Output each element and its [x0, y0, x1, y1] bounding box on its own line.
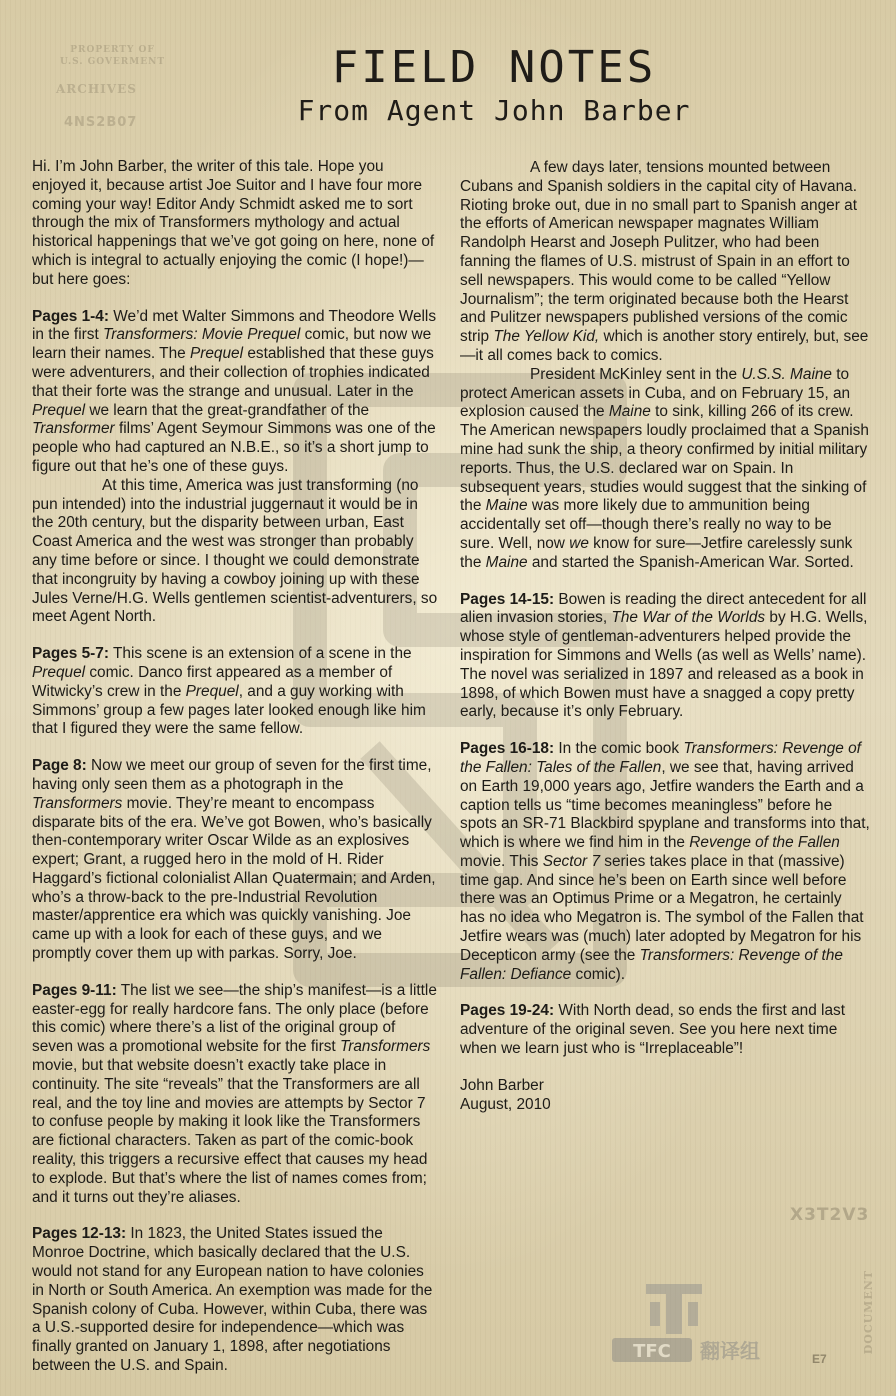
stamp-document: DOCUMENT: [862, 1270, 875, 1355]
body-text: , and a guy working with Simmons’ group a few pages later looked enough like him that I figured they were the same fellow.: [32, 682, 426, 738]
body-text: comic. Danco first appeared as a member of Witwicky’s crew in the: [32, 663, 393, 700]
body-text: movie. They’re meant to encompass disparate bits of the era. We’ve got Bowen, who’s basically then-contemporary writer Oscar Wilde as an explosives expert; Grant, a rugged hero in the mold of H. Rider Haggard’s fictional colonialist Allan Quatermain; and Arden, who’s a throw-back to the pre-Industrial Revolution master/apprentice era which was quickly vanishing. Joe came up with a look for each of these guys, and we promptly cover them up with parkas. Sorry, Joe.: [32, 794, 436, 963]
section-pages-16-18: [460, 740, 870, 984]
page-number: E7: [812, 1352, 827, 1366]
body-text: comic, but now we learn their names. The: [32, 326, 432, 363]
body-text: President McKinley sent in the: [530, 365, 742, 383]
title-reference: Prequel: [32, 401, 86, 419]
title-reference: Maine: [485, 497, 528, 515]
body-text: This scene is an extension of a scene in the: [109, 645, 412, 663]
title-reference: Transformers: Movie Prequel: [103, 326, 301, 344]
section-heading: Pages 1-4:: [32, 307, 109, 325]
stamp-code: 4NS2B07: [64, 115, 138, 130]
tfc-logo-icon: [612, 1280, 802, 1370]
left-column: [32, 158, 438, 1376]
body-text: comic).: [571, 965, 626, 983]
section-pages-1-4: [32, 308, 438, 477]
stamp-property: PROPERTY OF: [70, 45, 155, 55]
body-text: movie. This: [460, 852, 543, 870]
body-text: which is another story entirely, but, see—it all comes back to comics.: [460, 328, 869, 364]
section-heading: Pages 9-11:: [32, 981, 117, 999]
page-header: [0, 42, 896, 128]
page-title: FIELD NOTES: [331, 42, 657, 93]
body-text: series takes place in that (massive) time gap. And since he’s been on Earth since well before there was an Optimus Prime or a Megatron, he certainly has no idea who Megatron is. The symbol of the Fallen that Jetfire wears was (much) later adopted by Megatron for his Decepticon army (see the: [460, 852, 864, 964]
stamp-archives: ARCHIVES: [56, 82, 137, 96]
section-pages-12-13-paragraph-2: [460, 159, 870, 366]
section-pages-19-24: [460, 1002, 870, 1058]
signature-block: [460, 1077, 870, 1115]
title-reference: Prequel: [185, 682, 239, 700]
body-text: to sink, killing 266 of its crew. The American newspapers loudly proclaimed that a Spanish mine had sunk the ship, a theory confirmed by initial military reports. Thus, the U.S. declared war on Spain. In subsequent years, studies would suggest that the sinking of the: [460, 403, 869, 515]
logo-text-secondary: 翻译组: [700, 1339, 760, 1363]
section-pages-5-7: [32, 645, 438, 739]
section-pages-12-13-paragraph-3: [460, 366, 870, 573]
intro-paragraph: Hi. I’m John Barber, the writer of this tale. Hope you enjoyed it, because artist Joe Suitor and I have four more coming your way! Editor Andy Schmidt asked me to sort through the mix of Transformers mythology and actual historical happenings that we’ve got going on here, none of which is integral to actually enjoying the comic (I hope!)—but here goes:: [32, 158, 435, 288]
stamp-code-secondary: X3T2V3: [790, 1205, 870, 1225]
title-reference: The War of the Worlds: [611, 609, 766, 627]
body-text: With North dead, so ends the first and last adventure of the original seven. See you here next time when we learn just who is “Irreplaceable”!: [460, 1002, 845, 1058]
body-text: , we see that, having arrived on Earth 19,000 years ago, Jetfire wanders the Earth and a caption tells us “time becomes meaningless” before he spots an SR-71 Blackbird spyplane and transforms into that, which is where we find him in the: [460, 758, 870, 852]
title-reference: Revenge of the Fallen: [689, 834, 840, 852]
title-reference: Transformer: [32, 420, 115, 438]
author-name: John Barber: [460, 1076, 544, 1094]
body-text: Now we meet our group of seven for the first time, having only seen them as a photograph in the: [32, 757, 432, 793]
title-reference: we: [569, 534, 589, 552]
body-text: In 1823, the United States issued the Monroe Doctrine, which basically declared that the U.S. would not stand for any European nation to have colonies in North or South America. An exemption was made for the Spanish colony of Cuba. However, within Cuba, there was a U.S.-supported desire for independence—which was finally granted on January 1, 1898, after negotiations between the U.S. and Spain.: [32, 1225, 433, 1375]
title-reference: Transformers: Revenge of the Fallen: Defiance: [460, 946, 843, 983]
title-reference: Sector 7: [542, 852, 601, 870]
body-text: films’ Agent Seymour Simmons was one of the people who had captured an N.B.E., so it’s a short jump to figure out that he’s one of these guys.: [32, 420, 436, 475]
body-text: A few days later, tensions mounted between Cubans and Spanish soldiers in the capital city of Havana. Rioting broke out, due in no small part to Spanish anger at the efforts of American newspaper magnates William Randolph Hearst and Joseph Pulitzer, who had been fanning the flames of U.S. mistrust of Spain in an effort to sell newspapers. This would come to be called “Yellow Journalism”; the term originated because both the Hearst and Pulitzer newspapers published versions of the comic strip: [460, 159, 857, 346]
section-page-8: [32, 757, 438, 964]
body-text: In the comic book: [554, 740, 684, 758]
section-heading: Pages 16-18:: [460, 740, 555, 758]
title-reference: Transformers: Revenge of the Fallen: Tales of the Fallen: [460, 740, 861, 776]
body-text: We’d met Walter Simmons and Theodore Wells in the first: [32, 307, 437, 344]
section-heading: Page 8:: [32, 757, 87, 775]
signature-date: August, 2010: [460, 1095, 551, 1113]
section-heading: Pages 12-13:: [32, 1225, 127, 1243]
body-text: to protect American assets in Cuba, and on February 15, an explosion caused the: [460, 365, 851, 421]
title-reference: Prequel: [32, 663, 86, 681]
body-text: we learn that the great-grandfather of the: [85, 401, 370, 419]
body-text: established that these guys were adventurers, and their collection of trophies indicated that their forte was the strange and unusual. Later in the: [32, 345, 434, 400]
stamp-government: U.S. GOVERMENT: [60, 57, 166, 67]
section-pages-14-15: [460, 591, 870, 723]
title-reference: U.S.S. Maine: [741, 365, 832, 383]
section-heading: Pages 5-7:: [32, 645, 109, 663]
title-reference: The Yellow Kid,: [493, 328, 600, 346]
body-text: and started the Spanish-American War. Sorted.: [527, 553, 854, 571]
body-text: know for sure—Jetfire carelessly sunk the: [460, 534, 853, 571]
section-heading: Pages 14-15:: [460, 590, 555, 608]
section-heading: Pages 19-24:: [460, 1002, 555, 1020]
title-reference: Prequel: [189, 345, 244, 363]
title-reference: Transformers: [32, 794, 123, 812]
body-text: was more likely due to ammunition being accidentally set off—though there’s really no way to be sure. Well, now: [460, 497, 832, 552]
body-text: movie, but that website doesn’t exactly take place in continuity. The site “reveals” that the Transformers are all real, and the toy line and movies are attempts by Sector 7 to confuse people by making it look like the Transformers are fictional characters. Taken as part of the comic-book reality, this triggers a recursive effect that causes my head to explode. But that’s where the list of names comes from; and it turns out they’re aliases.: [32, 1057, 428, 1206]
section-pages-12-13: [32, 1225, 438, 1375]
title-reference: Transformers: [339, 1038, 431, 1056]
title-reference: Maine: [608, 403, 651, 421]
section-pages-1-4-continued: At this time, America was just transforming (no pun intended) into the industrial juggernaut it would be in the 20th century, but the disparity between urban, East Coast America and the west was stronger than probably any time before or since. I thought we could demonstrate that incongruity by having a cowboy joining up with these Jules Verne/H.G. Wells gentlemen scientist-adventurers, so meet Agent North.: [32, 476, 438, 626]
body-text: Bowen is reading the direct antecedent for all alien invasion stories,: [460, 590, 867, 627]
section-pages-9-11: [32, 982, 438, 1208]
body-text: The list we see—the ship’s manifest—is a little easter-egg for really hardcore fans. The only place (before this comic) where there’s a list of the original group of seven was a promotional website for the first: [32, 981, 437, 1056]
logo-text: TFC: [633, 1341, 671, 1362]
title-reference: Maine: [485, 553, 528, 571]
right-column: [460, 159, 870, 1114]
body-text: by H.G. Wells, whose style of gentleman-adventurers helped provide the inspiration for Simmons and Wells (as well as Wells’ name). The novel was serialized in 1897 and released as a book in 1898, of which Bowen must have a snagged a copy pretty early, because it’s only February.: [460, 609, 868, 721]
page-subtitle: From Agent John Barber: [297, 94, 691, 127]
